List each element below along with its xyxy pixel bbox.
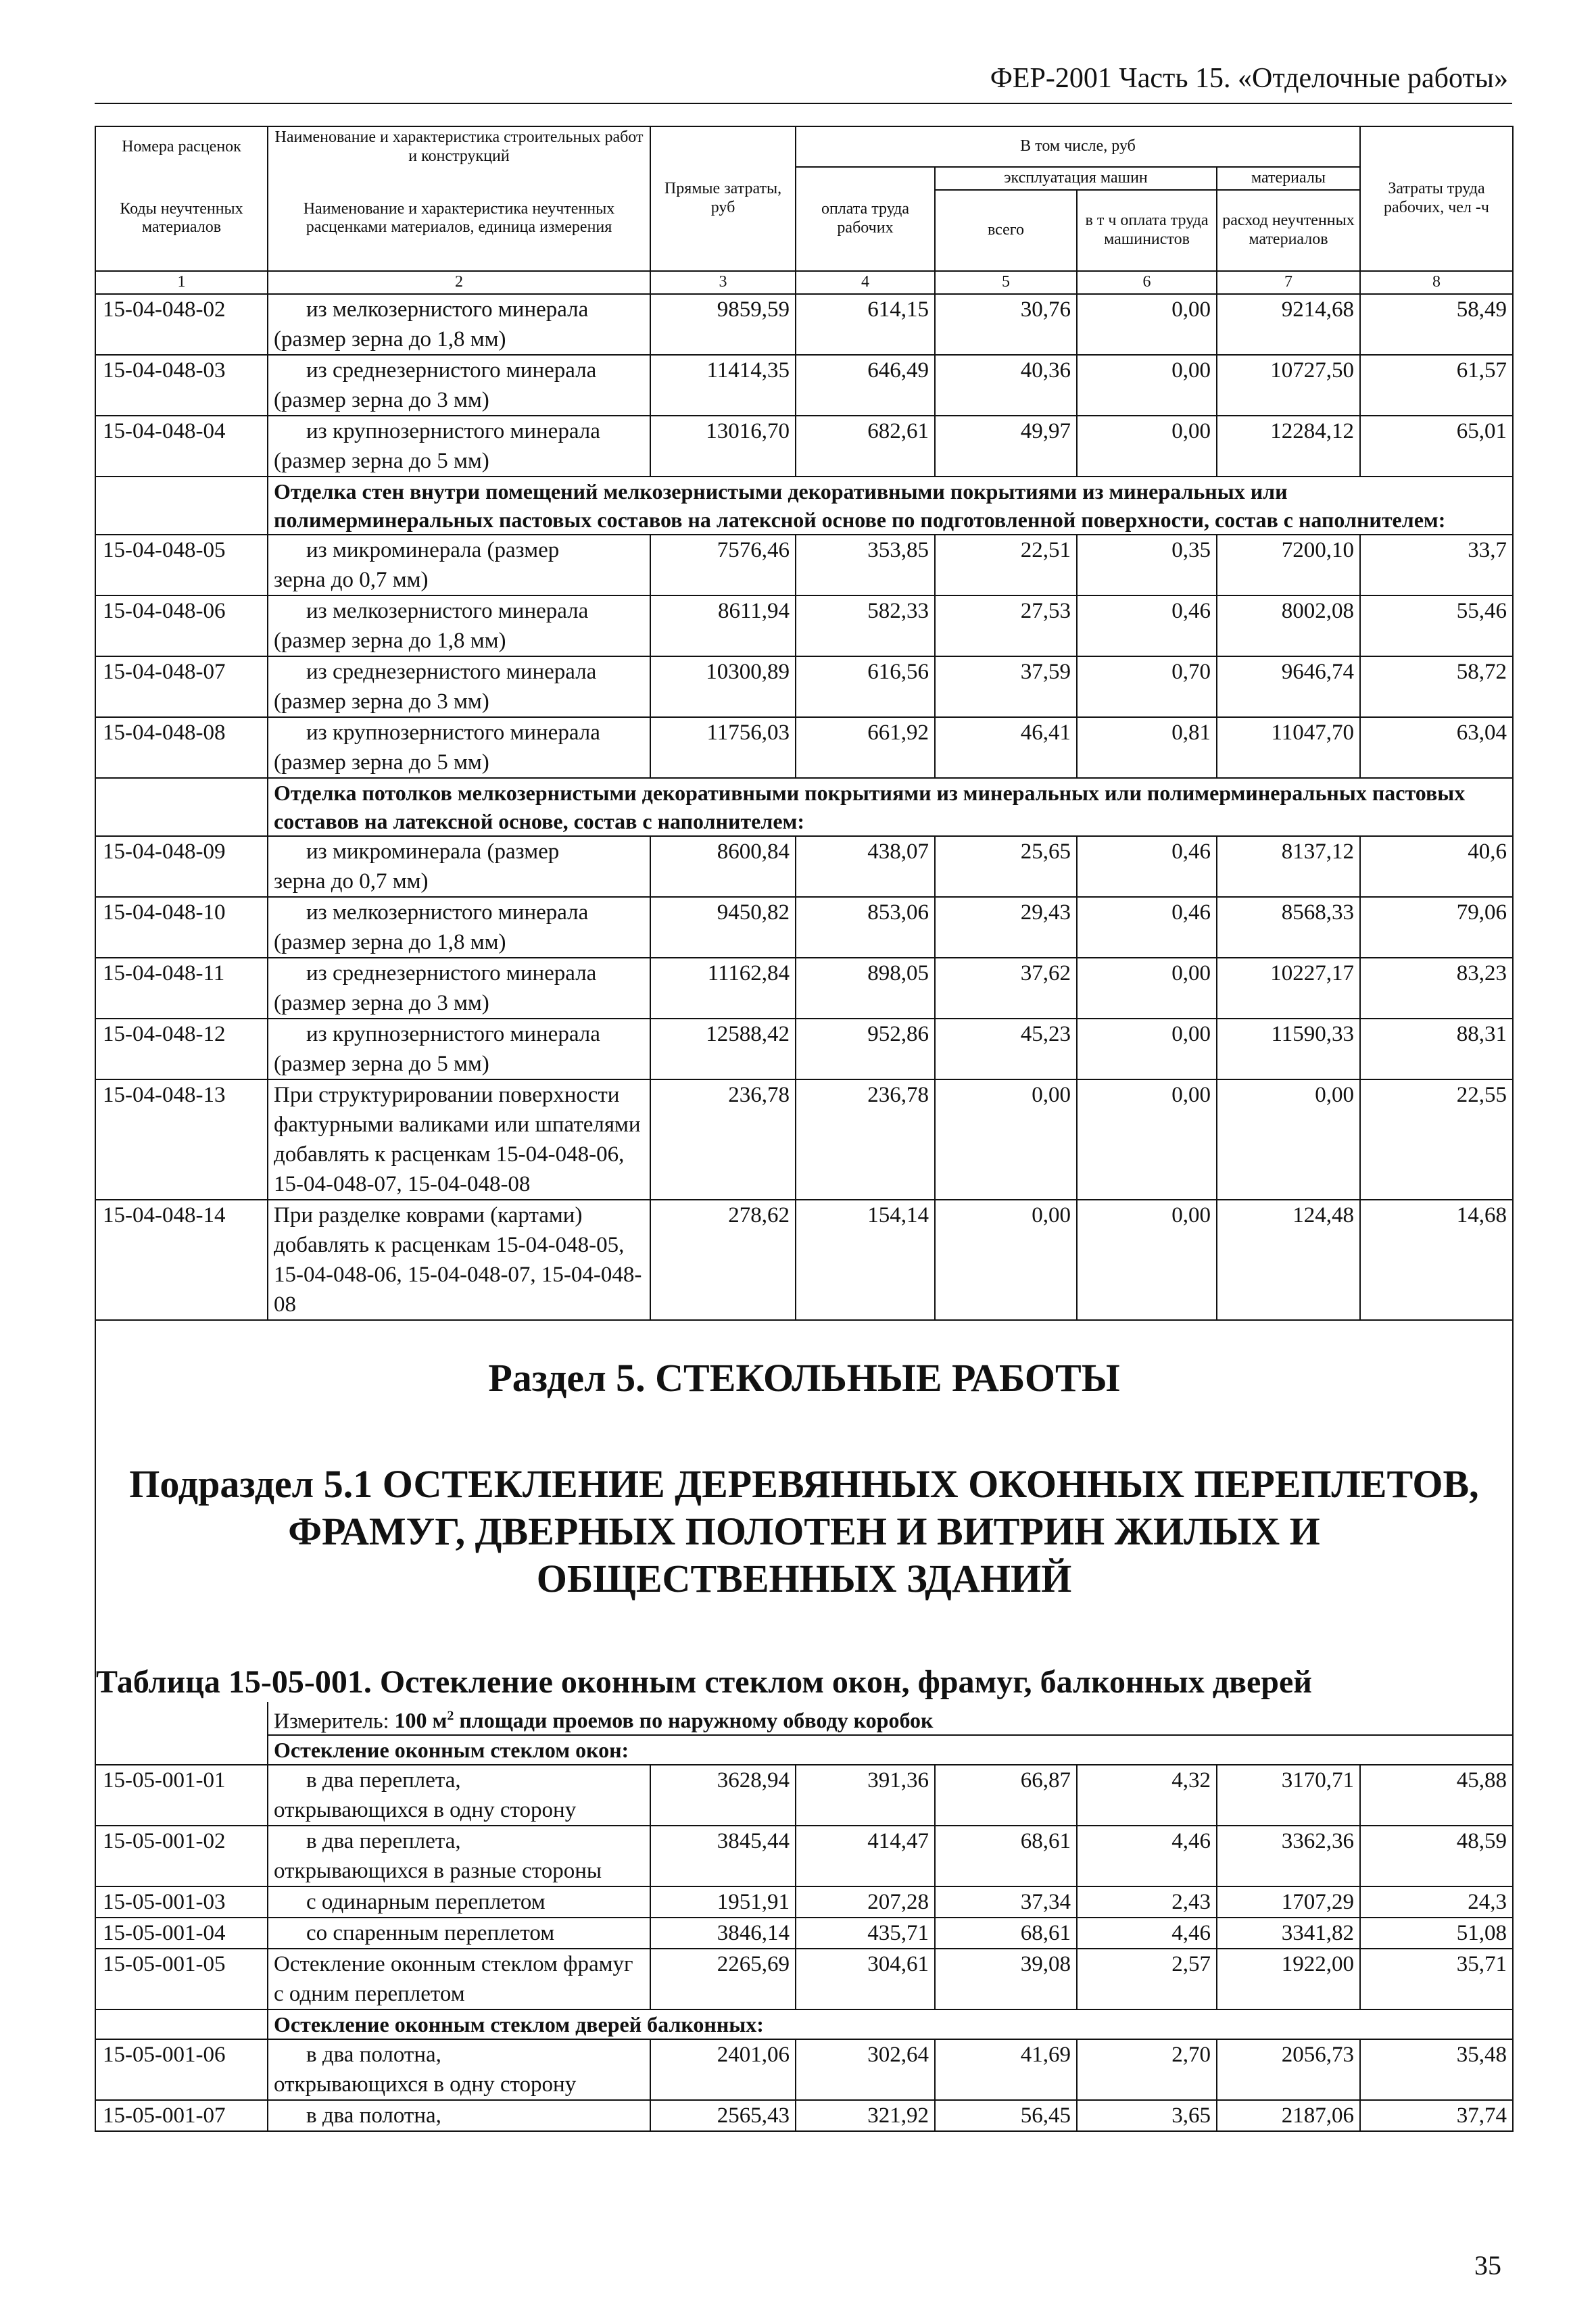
wages: 154,14 bbox=[796, 1200, 935, 1320]
operator-wages: 0,35 bbox=[1077, 535, 1217, 595]
machines-total: 0,00 bbox=[935, 1200, 1077, 1320]
name-line: в два полотна, bbox=[306, 2103, 441, 2128]
labor-hours: 65,01 bbox=[1360, 416, 1513, 477]
materials: 1707,29 bbox=[1217, 1886, 1360, 1918]
machines-total: 27,53 bbox=[935, 595, 1077, 656]
section-title: Остекление оконным стеклом окон: bbox=[268, 1735, 1513, 1765]
table-row bbox=[95, 656, 1513, 717]
table-row bbox=[95, 1200, 1513, 1320]
name-line: открывающихся в одну сторону bbox=[274, 2072, 577, 2097]
measure-unit bbox=[268, 1702, 1513, 1736]
name-line: из крупнозернистого минерала bbox=[306, 720, 600, 745]
name-line: (размер зерна до 3 мм) bbox=[274, 387, 489, 412]
labor-hours: 35,71 bbox=[1360, 1949, 1513, 2009]
operator-wages: 2,57 bbox=[1077, 1949, 1217, 2009]
rate-code: 15-04-048-02 bbox=[95, 294, 268, 355]
name-line: (размер зерна до 1,8 мм) bbox=[274, 628, 506, 653]
labor-hours: 35,48 bbox=[1360, 2039, 1513, 2100]
column-number: 3 bbox=[650, 271, 796, 294]
name-line: из мелкозернистого минерала bbox=[306, 900, 589, 925]
operator-wages: 2,43 bbox=[1077, 1886, 1217, 1918]
materials: 9646,74 bbox=[1217, 656, 1360, 717]
rate-name bbox=[268, 1765, 650, 1826]
col-head-unaccounted-materials: расход неучтенных материалов bbox=[1217, 190, 1360, 271]
direct-costs: 12588,42 bbox=[650, 1019, 796, 1079]
labor-hours: 83,23 bbox=[1360, 958, 1513, 1019]
direct-costs: 8600,84 bbox=[650, 836, 796, 897]
name-line: из среднезернистого минерала bbox=[306, 960, 597, 985]
rate-name bbox=[268, 355, 650, 416]
machines-total: 68,61 bbox=[935, 1826, 1077, 1886]
materials: 7200,10 bbox=[1217, 535, 1360, 595]
rate-name bbox=[268, 1826, 650, 1886]
wages: 853,06 bbox=[796, 897, 935, 958]
direct-costs: 10300,89 bbox=[650, 656, 796, 717]
wages: 952,86 bbox=[796, 1019, 935, 1079]
machines-total: 49,97 bbox=[935, 416, 1077, 477]
direct-costs: 1951,91 bbox=[650, 1886, 796, 1918]
labor-hours: 40,6 bbox=[1360, 836, 1513, 897]
name-line: со спаренным переплетом bbox=[306, 1921, 555, 1946]
name-line: из мелкозернистого минерала bbox=[306, 598, 589, 623]
measure-label: Измеритель: bbox=[274, 1708, 389, 1733]
machines-total: 37,59 bbox=[935, 656, 1077, 717]
labor-hours: 14,68 bbox=[1360, 1200, 1513, 1320]
materials: 0,00 bbox=[1217, 1079, 1360, 1200]
table-row bbox=[95, 355, 1513, 416]
direct-costs: 13016,70 bbox=[650, 416, 796, 477]
direct-costs: 2565,43 bbox=[650, 2100, 796, 2131]
materials: 10727,50 bbox=[1217, 355, 1360, 416]
section-title: Остекление оконным стеклом дверей балконных: bbox=[268, 2009, 1513, 2039]
operator-wages: 4,32 bbox=[1077, 1765, 1217, 1826]
materials: 2187,06 bbox=[1217, 2100, 1360, 2131]
materials: 124,48 bbox=[1217, 1200, 1360, 1320]
operator-wages: 0,70 bbox=[1077, 656, 1217, 717]
labor-hours: 45,88 bbox=[1360, 1765, 1513, 1826]
wages: 304,61 bbox=[796, 1949, 935, 2009]
direct-costs: 7576,46 bbox=[650, 535, 796, 595]
rate-name: Остекление оконным стеклом фрамуг с одним переплетом bbox=[268, 1949, 650, 2009]
name-line: из мелкозернистого минерала bbox=[306, 297, 589, 322]
col-head-operator-wages: в т ч оплата труда машинистов bbox=[1077, 190, 1217, 271]
column-number: 5 bbox=[935, 271, 1077, 294]
rate-name bbox=[268, 656, 650, 717]
rates-table bbox=[95, 126, 1514, 2132]
rate-code: 15-05-001-03 bbox=[95, 1886, 268, 1918]
wages: 616,56 bbox=[796, 656, 935, 717]
operator-wages: 0,46 bbox=[1077, 836, 1217, 897]
section-title: Отделка потолков мелкозернистыми декоративными покрытиями из минеральных или полимерминеральных пастовых составов на латексной основе, состав с наполнителем: bbox=[268, 778, 1513, 836]
direct-costs: 236,78 bbox=[650, 1079, 796, 1200]
name-line: (размер зерна до 3 мм) bbox=[274, 990, 489, 1015]
col-head-materials: материалы bbox=[1217, 167, 1360, 190]
column-number: 4 bbox=[796, 271, 935, 294]
table-row bbox=[95, 1949, 1513, 2009]
rate-name bbox=[268, 2039, 650, 2100]
col-head-rate-number: Номера расценок bbox=[95, 126, 268, 167]
table-row bbox=[95, 595, 1513, 656]
name-line: (размер зерна до 5 мм) bbox=[274, 750, 489, 775]
rate-code: 15-04-048-14 bbox=[95, 1200, 268, 1320]
rate-name: При структурировании поверхности фактурными валиками или шпателями добавлять к расценкам 15-04-048-06, 15-04-048-07, 15-04-048-08 bbox=[268, 1079, 650, 1200]
wages: 614,15 bbox=[796, 294, 935, 355]
name-line: зерна до 0,7 мм) bbox=[274, 869, 429, 894]
name-line: зерна до 0,7 мм) bbox=[274, 567, 429, 592]
measure-rest: площади проемов по наружному обводу коробок bbox=[454, 1708, 934, 1733]
section-header-row bbox=[95, 778, 1513, 836]
wages: 438,07 bbox=[796, 836, 935, 897]
table-heading: Таблица 15-05-001. Остекление оконным стеклом окон, фрамуг, балконных дверей bbox=[96, 1664, 1312, 1701]
labor-hours: 24,3 bbox=[1360, 1886, 1513, 1918]
machines-total: 37,62 bbox=[935, 958, 1077, 1019]
name-line: открывающихся в разные стороны bbox=[274, 1859, 602, 1884]
wages: 898,05 bbox=[796, 958, 935, 1019]
materials: 3170,71 bbox=[1217, 1765, 1360, 1826]
operator-wages: 0,00 bbox=[1077, 1079, 1217, 1200]
operator-wages: 0,00 bbox=[1077, 1019, 1217, 1079]
wages: 435,71 bbox=[796, 1918, 935, 1949]
rate-name bbox=[268, 535, 650, 595]
wages: 646,49 bbox=[796, 355, 935, 416]
direct-costs: 8611,94 bbox=[650, 595, 796, 656]
subsection-heading: Подраздел 5.1 ОСТЕКЛЕНИЕ ДЕРЕВЯННЫХ ОКОННЫХ ПЕРЕПЛЕТОВ, ФРАМУГ, ДВЕРНЫХ ПОЛОТЕН И ВИТРИН ЖИЛЫХ И ОБЩЕСТВЕННЫХ ЗДАНИЙ bbox=[129, 1462, 1479, 1601]
rate-code: 15-04-048-03 bbox=[95, 355, 268, 416]
operator-wages: 0,46 bbox=[1077, 897, 1217, 958]
materials: 2056,73 bbox=[1217, 2039, 1360, 2100]
section-header-row bbox=[95, 1735, 1513, 1765]
rate-code: 15-04-048-12 bbox=[95, 1019, 268, 1079]
rate-code: 15-05-001-02 bbox=[95, 1826, 268, 1886]
operator-wages: 0,00 bbox=[1077, 1200, 1217, 1320]
wages: 682,61 bbox=[796, 416, 935, 477]
direct-costs: 11756,03 bbox=[650, 717, 796, 778]
name-line: из крупнозернистого минерала bbox=[306, 1021, 600, 1046]
rate-name bbox=[268, 294, 650, 355]
machines-total: 29,43 bbox=[935, 897, 1077, 958]
measure-sup: 2 bbox=[447, 1708, 454, 1724]
direct-costs: 11162,84 bbox=[650, 958, 796, 1019]
machines-total: 0,00 bbox=[935, 1079, 1077, 1200]
name-line: из микроминерала (размер bbox=[306, 537, 560, 562]
col-head-labor: Затраты труда рабочих, чел -ч bbox=[1360, 126, 1513, 271]
col-head-direct-costs: Прямые затраты, руб bbox=[650, 126, 796, 271]
column-number: 6 bbox=[1077, 271, 1217, 294]
table-row bbox=[95, 1886, 1513, 1918]
direct-costs: 3628,94 bbox=[650, 1765, 796, 1826]
rate-code: 15-05-001-06 bbox=[95, 2039, 268, 2100]
operator-wages: 0,00 bbox=[1077, 416, 1217, 477]
section-header-row bbox=[95, 477, 1513, 535]
name-line: из среднезернистого минерала bbox=[306, 659, 597, 684]
wages: 353,85 bbox=[796, 535, 935, 595]
name-line: (размер зерна до 3 мм) bbox=[274, 689, 489, 714]
page-number: 35 bbox=[1474, 2250, 1501, 2281]
rate-code: 15-04-048-09 bbox=[95, 836, 268, 897]
direct-costs: 9859,59 bbox=[650, 294, 796, 355]
rate-code: 15-05-001-05 bbox=[95, 1949, 268, 2009]
operator-wages: 2,70 bbox=[1077, 2039, 1217, 2100]
table-row bbox=[95, 1918, 1513, 1949]
operator-wages: 4,46 bbox=[1077, 1826, 1217, 1886]
table-row bbox=[95, 958, 1513, 1019]
table-row bbox=[95, 416, 1513, 477]
table-row bbox=[95, 2039, 1513, 2100]
direct-costs: 2401,06 bbox=[650, 2039, 796, 2100]
machines-total: 56,45 bbox=[935, 2100, 1077, 2131]
table-row bbox=[95, 717, 1513, 778]
wages: 236,78 bbox=[796, 1079, 935, 1200]
machines-total: 25,65 bbox=[935, 836, 1077, 897]
table-row bbox=[95, 836, 1513, 897]
name-line: из микроминерала (размер bbox=[306, 839, 560, 864]
labor-hours: 22,55 bbox=[1360, 1079, 1513, 1200]
name-line: в два переплета, bbox=[306, 1829, 461, 1854]
wages: 582,33 bbox=[796, 595, 935, 656]
operator-wages: 0,46 bbox=[1077, 595, 1217, 656]
materials: 9214,68 bbox=[1217, 294, 1360, 355]
machines-total: 22,51 bbox=[935, 535, 1077, 595]
table-row bbox=[95, 294, 1513, 355]
col-head-machines: эксплуатация машин bbox=[935, 167, 1217, 190]
rate-code: 15-05-001-07 bbox=[95, 2100, 268, 2131]
operator-wages: 4,46 bbox=[1077, 1918, 1217, 1949]
labor-hours: 58,72 bbox=[1360, 656, 1513, 717]
direct-costs: 2265,69 bbox=[650, 1949, 796, 2009]
materials: 11590,33 bbox=[1217, 1019, 1360, 1079]
rate-name bbox=[268, 1886, 650, 1918]
machines-total: 41,69 bbox=[935, 2039, 1077, 2100]
rate-code: 15-04-048-06 bbox=[95, 595, 268, 656]
name-line: из среднезернистого минерала bbox=[306, 358, 597, 383]
machines-total: 37,34 bbox=[935, 1886, 1077, 1918]
materials: 10227,17 bbox=[1217, 958, 1360, 1019]
column-number: 1 bbox=[95, 271, 268, 294]
section-block-row bbox=[95, 1320, 1513, 1702]
materials: 1922,00 bbox=[1217, 1949, 1360, 2009]
rate-name bbox=[268, 595, 650, 656]
name-line: открывающихся в одну сторону bbox=[274, 1798, 577, 1823]
labor-hours: 55,46 bbox=[1360, 595, 1513, 656]
rate-code: 15-04-048-08 bbox=[95, 717, 268, 778]
wages: 207,28 bbox=[796, 1886, 935, 1918]
operator-wages: 3,65 bbox=[1077, 2100, 1217, 2131]
rate-code: 15-04-048-10 bbox=[95, 897, 268, 958]
rate-code: 15-05-001-01 bbox=[95, 1765, 268, 1826]
direct-costs: 9450,82 bbox=[650, 897, 796, 958]
rate-code: 15-04-048-07 bbox=[95, 656, 268, 717]
labor-hours: 88,31 bbox=[1360, 1019, 1513, 1079]
name-line: (размер зерна до 1,8 мм) bbox=[274, 326, 506, 351]
table-row bbox=[95, 1826, 1513, 1886]
col-head-wages: оплата труда рабочих bbox=[796, 167, 935, 271]
column-number: 7 bbox=[1217, 271, 1360, 294]
col-head-total: всего bbox=[935, 190, 1077, 271]
table-row bbox=[95, 1019, 1513, 1079]
wages: 414,47 bbox=[796, 1826, 935, 1886]
table-row bbox=[95, 2100, 1513, 2131]
section-header-row bbox=[95, 2009, 1513, 2039]
labor-hours: 33,7 bbox=[1360, 535, 1513, 595]
wages: 391,36 bbox=[796, 1765, 935, 1826]
col-head-including: В том числе, руб bbox=[796, 126, 1360, 167]
name-line: (размер зерна до 5 мм) bbox=[274, 448, 489, 473]
name-line: (размер зерна до 1,8 мм) bbox=[274, 929, 506, 954]
rate-code: 15-04-048-05 bbox=[95, 535, 268, 595]
col-head-work-name: Наименование и характеристика строительных работ и конструкций bbox=[268, 126, 650, 167]
table-row bbox=[95, 1765, 1513, 1826]
machines-total: 30,76 bbox=[935, 294, 1077, 355]
direct-costs: 11414,35 bbox=[650, 355, 796, 416]
rate-code: 15-05-001-04 bbox=[95, 1918, 268, 1949]
rate-name bbox=[268, 416, 650, 477]
materials: 12284,12 bbox=[1217, 416, 1360, 477]
rate-code: 15-04-048-04 bbox=[95, 416, 268, 477]
name-line: в два переплета, bbox=[306, 1768, 461, 1793]
labor-hours: 37,74 bbox=[1360, 2100, 1513, 2131]
machines-total: 39,08 bbox=[935, 1949, 1077, 2009]
name-line: из крупнозернистого минерала bbox=[306, 418, 600, 443]
machines-total: 40,36 bbox=[935, 355, 1077, 416]
section-heading: Раздел 5. СТЕКОЛЬНЫЕ РАБОТЫ bbox=[488, 1355, 1120, 1400]
materials: 8002,08 bbox=[1217, 595, 1360, 656]
wages: 321,92 bbox=[796, 2100, 935, 2131]
rate-name bbox=[268, 2100, 650, 2131]
rate-code: 15-04-048-13 bbox=[95, 1079, 268, 1200]
measure-row bbox=[95, 1702, 1513, 1736]
operator-wages: 0,00 bbox=[1077, 958, 1217, 1019]
operator-wages: 0,81 bbox=[1077, 717, 1217, 778]
labor-hours: 58,49 bbox=[1360, 294, 1513, 355]
labor-hours: 79,06 bbox=[1360, 897, 1513, 958]
col-head-material-codes: Коды неучтенных материалов bbox=[95, 167, 268, 271]
direct-costs: 3845,44 bbox=[650, 1826, 796, 1886]
table-row bbox=[95, 1079, 1513, 1200]
running-head: ФЕР-2001 Часть 15. «Отделочные работы» bbox=[990, 63, 1508, 94]
machines-total: 66,87 bbox=[935, 1765, 1077, 1826]
labor-hours: 51,08 bbox=[1360, 1918, 1513, 1949]
wages: 661,92 bbox=[796, 717, 935, 778]
operator-wages: 0,00 bbox=[1077, 294, 1217, 355]
machines-total: 46,41 bbox=[935, 717, 1077, 778]
rates-table-container bbox=[95, 126, 1512, 2132]
column-number: 2 bbox=[268, 271, 650, 294]
rate-name bbox=[268, 1918, 650, 1949]
materials: 8568,33 bbox=[1217, 897, 1360, 958]
section-title: Отделка стен внутри помещений мелкозернистыми декоративными покрытиями из минеральных или полимерминеральных пастовых составов на латексной основе по подготовленной поверхности, состав с наполнителем: bbox=[268, 477, 1513, 535]
rate-name bbox=[268, 958, 650, 1019]
machines-total: 68,61 bbox=[935, 1918, 1077, 1949]
materials: 3341,82 bbox=[1217, 1918, 1360, 1949]
labor-hours: 48,59 bbox=[1360, 1826, 1513, 1886]
rate-name bbox=[268, 836, 650, 897]
rate-code: 15-04-048-11 bbox=[95, 958, 268, 1019]
materials: 11047,70 bbox=[1217, 717, 1360, 778]
direct-costs: 3846,14 bbox=[650, 1918, 796, 1949]
rate-name bbox=[268, 1019, 650, 1079]
column-numbers-row bbox=[95, 271, 1513, 294]
column-number: 8 bbox=[1360, 271, 1513, 294]
name-line: (размер зерна до 5 мм) bbox=[274, 1051, 489, 1076]
wages: 302,64 bbox=[796, 2039, 935, 2100]
labor-hours: 61,57 bbox=[1360, 355, 1513, 416]
rate-name bbox=[268, 897, 650, 958]
materials: 3362,36 bbox=[1217, 1826, 1360, 1886]
labor-hours: 63,04 bbox=[1360, 717, 1513, 778]
name-line: в два полотна, bbox=[306, 2043, 441, 2068]
header-rule bbox=[95, 103, 1512, 104]
operator-wages: 0,00 bbox=[1077, 355, 1217, 416]
col-head-material-names: Наименование и характеристика неучтенных расценками материалов, единица измерения bbox=[268, 167, 650, 271]
direct-costs: 278,62 bbox=[650, 1200, 796, 1320]
table-row bbox=[95, 535, 1513, 595]
materials: 8137,12 bbox=[1217, 836, 1360, 897]
rate-name: При разделке коврами (картами) добавлять к расценкам 15-04-048-05, 15-04-048-06, 15-04-048-07, 15-04-048-08 bbox=[268, 1200, 650, 1320]
measure-value: 100 м bbox=[394, 1708, 448, 1733]
machines-total: 45,23 bbox=[935, 1019, 1077, 1079]
rate-name bbox=[268, 717, 650, 778]
table-row bbox=[95, 897, 1513, 958]
name-line: с одинарным переплетом bbox=[306, 1890, 546, 1915]
